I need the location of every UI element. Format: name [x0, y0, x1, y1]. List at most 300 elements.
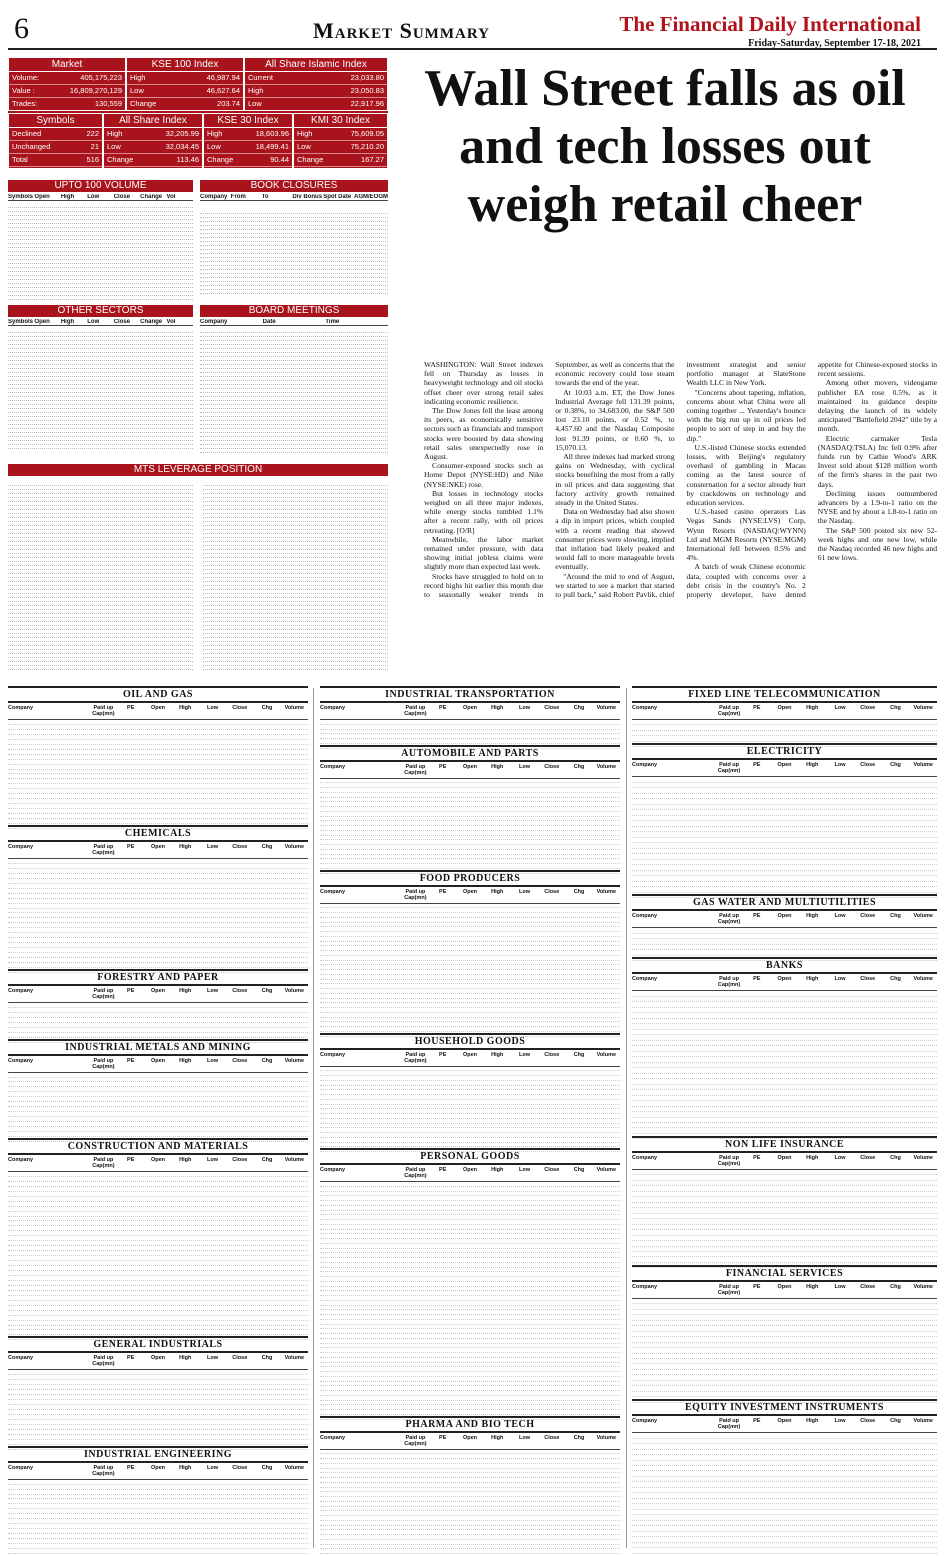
- col-header: Open: [462, 1434, 477, 1441]
- sector-rows: [632, 1299, 937, 1403]
- article-paragraph: Among other movers, videogame publisher EA rose 0.5%, as it maintained its guidance despite delaying the launch of its widely anticipated "Battlefield 2042" title by a month.: [817, 378, 937, 434]
- symbols-label: Total: [12, 155, 28, 164]
- allshare-islamic-label: Current: [248, 73, 274, 82]
- sector-header: [8, 703, 308, 720]
- col-header: Close: [232, 844, 248, 850]
- col-header: Chg: [573, 1167, 585, 1173]
- col-header: Low: [519, 1051, 530, 1058]
- col-header: Volume: [596, 1051, 617, 1058]
- col-header: Low: [207, 1355, 218, 1362]
- kse30-value: 90.44: [270, 155, 289, 164]
- col-header: Company: [632, 1154, 658, 1161]
- col-header: High: [806, 976, 819, 983]
- col-header: Spot Date: [323, 194, 352, 200]
- kse30-label: Low: [207, 142, 221, 151]
- article-body: [424, 360, 937, 685]
- col-header: Company: [320, 1434, 346, 1441]
- col-header: To: [261, 194, 269, 200]
- col-header: High: [179, 1355, 192, 1362]
- allshare-islamic-box: [244, 57, 388, 111]
- sector-title: FORESTRY AND PAPER: [8, 969, 308, 986]
- col-header: PE: [439, 705, 447, 711]
- col-header: Volume: [284, 1464, 305, 1471]
- market-value: 130,559: [94, 99, 122, 108]
- col-header: Company: [320, 763, 346, 770]
- sector-table: [632, 957, 937, 1139]
- col-header: Low: [87, 319, 100, 325]
- col-header: From: [230, 194, 246, 200]
- col-header: Close: [232, 1464, 248, 1471]
- kmi30-value: 167.27: [361, 155, 384, 164]
- col-header: High: [179, 705, 192, 711]
- col-header: High: [806, 913, 819, 920]
- col-header: Paid up Cap(mn): [717, 1154, 741, 1167]
- allshare-value: 113.46: [176, 155, 199, 164]
- market-value: 405,175,223: [80, 73, 122, 82]
- upto100-header: [8, 194, 193, 201]
- col-header: Low: [87, 194, 100, 200]
- col-header: Close: [860, 1154, 876, 1161]
- sector-rows: [8, 1172, 308, 1340]
- col-header: Open: [462, 888, 477, 895]
- sector-title: NON LIFE INSURANCE: [632, 1136, 937, 1153]
- table-row: [203, 666, 388, 670]
- sector-table: [632, 686, 937, 747]
- kse100-label: High: [130, 73, 146, 82]
- col-header: Chg: [890, 1154, 901, 1161]
- col-header: Close: [860, 1283, 876, 1290]
- article-paragraph: Declining issues outnumbered advancers by a 1.9-to-1 ratio on the NYSE and by about a 1.8-to-1 ratio on the Nasdaq.: [817, 488, 937, 526]
- col-header: Paid up Cap(mn): [717, 1418, 741, 1431]
- col-header: Low: [834, 1283, 846, 1290]
- article-paragraph: A batch of weak Chinese economic data, coupled with concerns over a debt crisis in the country's No. 2 property developer, have dented appetite for Chinese-exposed stocks in recent sessions.: [686, 360, 937, 600]
- sector-table: [8, 1336, 308, 1449]
- col-header: Close: [544, 888, 560, 895]
- col-header: Paid up Cap(mn): [404, 705, 427, 717]
- col-header: Volume: [913, 1154, 933, 1161]
- sector-header: [632, 703, 937, 720]
- allshare-value: 32,034.45: [165, 142, 199, 151]
- col-header: Company: [632, 1283, 658, 1290]
- col-header: Close: [860, 762, 876, 769]
- symbols-value: 516: [86, 155, 99, 164]
- col-header: Close: [860, 705, 876, 711]
- col-header: Company: [200, 194, 228, 200]
- sector-rows: [8, 1003, 308, 1043]
- article-paragraph: The S&P 500 posted six new 52-week highs and one new low, while the Nasdaq recorded 46 new highs and 61 new lows.: [817, 525, 937, 563]
- sector-header: [8, 1353, 308, 1370]
- col-header: Volume: [284, 705, 305, 711]
- market-label: Trades:: [12, 99, 38, 108]
- masthead: [8, 8, 937, 50]
- sector-title: INDUSTRIAL ENGINEERING: [8, 1446, 308, 1463]
- sector-header: [632, 760, 937, 777]
- col-header: Date: [262, 319, 276, 325]
- col-header: Chg: [890, 1418, 901, 1425]
- col-header: PE: [753, 1418, 761, 1425]
- allshare-islamic-value: 22,917.96: [350, 99, 384, 108]
- col-header: Chg: [261, 1057, 273, 1064]
- symbols-box: [8, 113, 103, 169]
- col-header: High: [806, 1283, 819, 1290]
- allshare-islamic-label: High: [248, 86, 264, 95]
- sector-header: [320, 1433, 620, 1450]
- article-paragraph: Electric carmaker Tesla (NASDAQ:TSLA) Inc fell 0.9% after funds run by Cathie Wood's ARK Invest sold about $128 million worth of the firm's shares in the past two days.: [817, 433, 937, 489]
- col-header: Close: [232, 705, 248, 711]
- col-header: Low: [834, 913, 846, 920]
- other-sectors-table: [8, 319, 193, 459]
- sector-rows: [320, 1182, 620, 1420]
- table-row: [8, 445, 193, 449]
- table-row: [200, 290, 388, 294]
- col-header: Chg: [261, 844, 273, 850]
- col-header: Open: [462, 1051, 477, 1058]
- col-header: High: [491, 1051, 504, 1058]
- upto100-title: UPTO 100 VOLUME: [8, 180, 193, 192]
- col-header: Close: [860, 976, 876, 983]
- kmi30-label: Low: [297, 142, 311, 151]
- sector-table: [320, 686, 620, 749]
- col-header: Volume: [596, 763, 617, 770]
- sector-title: CHEMICALS: [8, 825, 308, 842]
- sector-table: [632, 1136, 937, 1269]
- sector-header: [632, 1153, 937, 1170]
- col-header: Chg: [890, 762, 901, 769]
- col-header: Open: [150, 844, 165, 850]
- sector-table: [632, 1399, 937, 1554]
- col-header: Volume: [596, 1167, 617, 1173]
- headline: Wall Street falls as oil and tech losses out weigh retail cheer: [424, 60, 906, 233]
- allshare-islamic-value: 23,033.80: [350, 73, 384, 82]
- sector-title: CONSTRUCTION AND MATERIALS: [8, 1138, 308, 1155]
- col-header: Chg: [573, 888, 585, 895]
- sector-title: AUTOMOBILE AND PARTS: [320, 745, 620, 762]
- col-header: Company: [8, 844, 34, 850]
- sector-rows: [632, 928, 937, 961]
- col-header: Volume: [284, 1057, 305, 1064]
- col-header: Symbols: [8, 194, 34, 200]
- col-header: PE: [439, 888, 447, 895]
- paper-date: Friday-Saturday, September 17-18, 2021: [748, 38, 921, 49]
- upto100-table: [8, 194, 193, 304]
- kse30-value: 18,499.41: [255, 142, 289, 151]
- col-header: Chg: [890, 1283, 901, 1290]
- sector-header: [632, 1282, 937, 1299]
- board-meetings-header: [200, 319, 388, 326]
- col-header: Volume: [913, 762, 933, 769]
- upto100-rows: [8, 204, 193, 300]
- col-header: Chg: [573, 763, 585, 770]
- sector-header: [8, 1463, 308, 1480]
- col-header: Low: [207, 844, 218, 850]
- kmi30-value: 75,609.05: [350, 129, 384, 138]
- col-header: Paid up Cap(mn): [717, 913, 741, 926]
- allshare-label: Change: [107, 155, 134, 164]
- sector-title: FIXED LINE TELECOMMUNICATION: [632, 686, 937, 703]
- col-header: Paid up Cap(mn): [404, 1434, 427, 1447]
- col-header: Chg: [890, 913, 901, 920]
- market-label: Value :: [12, 86, 35, 95]
- sector-title: OIL AND GAS: [8, 686, 308, 703]
- col-header: Close: [232, 987, 248, 994]
- col-header: Low: [519, 888, 530, 895]
- col-header: Paid up Cap(mn): [717, 976, 741, 989]
- col-header: High: [806, 705, 819, 711]
- mts-title: MTS LEVERAGE POSITION: [8, 464, 388, 476]
- sector-header: [320, 1050, 620, 1067]
- col-header: Paid up Cap(mn): [404, 1167, 427, 1179]
- table-row: [8, 296, 193, 300]
- col-header: Paid up Cap(mn): [92, 1057, 115, 1070]
- col-header: Low: [834, 762, 846, 769]
- sector-title: EQUITY INVESTMENT INSTRUMENTS: [632, 1399, 937, 1416]
- sector-header: [632, 911, 937, 928]
- other-sectors-header: [8, 319, 193, 326]
- sector-rows: [8, 1073, 308, 1142]
- kse100-title: KSE 100 Index: [127, 58, 243, 72]
- book-closures-title: BOOK CLOSURES: [200, 180, 388, 192]
- col-header: Open: [462, 705, 477, 711]
- kse100-value: 46,627.64: [206, 86, 240, 95]
- sector-title: BANKS: [632, 957, 937, 974]
- col-header: Open: [777, 1418, 792, 1425]
- article-paragraph: Meanwhile, the labor market remained under pressure, with data showing initial jobless claims were slightly more than expected last week.: [424, 534, 544, 572]
- col-header: Company: [320, 888, 346, 895]
- col-header: Low: [207, 1156, 218, 1163]
- col-header: PE: [439, 763, 447, 770]
- col-header: Close: [232, 1057, 248, 1064]
- col-header: Close: [232, 1156, 248, 1163]
- book-closures-rows: [200, 210, 388, 294]
- column-divider: [313, 688, 314, 1548]
- col-header: AGM/EOGM: [353, 194, 388, 200]
- article-paragraph: Stocks have struggled to hold on to record highs hit earlier this month due to seasonally weaker trends in September, as well as concerns that the economic recovery could lose steam towards the end of the year.: [424, 360, 675, 600]
- sector-table: [632, 894, 937, 961]
- col-header: Company: [8, 705, 34, 711]
- kse100-label: Low: [130, 86, 144, 95]
- sector-table: [632, 1265, 937, 1403]
- col-header: Open: [150, 1355, 165, 1362]
- book-closures-header: [200, 194, 388, 201]
- col-header: Low: [207, 705, 218, 711]
- board-meetings-rows: [200, 329, 388, 453]
- board-meetings-table: [200, 319, 388, 459]
- col-header: Close: [544, 705, 560, 711]
- col-header: Volume: [284, 1156, 305, 1163]
- col-header: Low: [207, 987, 218, 994]
- sector-table: [8, 1039, 308, 1142]
- col-header: Open: [150, 987, 165, 994]
- col-header: Close: [544, 1167, 560, 1173]
- col-header: High: [491, 888, 504, 895]
- kse100-label: Change: [130, 99, 157, 108]
- col-header: High: [491, 705, 504, 711]
- col-header: Chg: [573, 705, 585, 711]
- col-header: Open: [150, 1156, 165, 1163]
- sector-title: ELECTRICITY: [632, 743, 937, 760]
- col-header: PE: [753, 913, 761, 920]
- col-header: Volume: [284, 987, 305, 994]
- col-header: High: [491, 763, 504, 770]
- kse100-value: 203.74: [217, 99, 240, 108]
- sector-table: [8, 686, 308, 829]
- sector-table: [8, 1446, 308, 1554]
- mts-rows-right: [203, 482, 388, 670]
- article-paragraph: "Around the mid to end of August, we started to see a market that started to pull back," said Robert Pavlik, chief investment strategist and senior portfolio manager at SlateStone Wealth LLC in New York.: [555, 360, 806, 600]
- allshare-islamic-title: All Share Islamic Index: [245, 58, 387, 72]
- col-header: Open: [462, 1167, 477, 1173]
- sector-rows: [320, 779, 620, 874]
- sector-rows: [320, 1450, 620, 1555]
- sector-table: [8, 825, 308, 973]
- col-header: Open: [34, 319, 50, 325]
- article-paragraph: The Dow Jones fell the least among its peers, as economically sensitive sectors such as financials and transport stocks were boosted by data showing retail sales unexpectedly rose in August.: [424, 406, 544, 462]
- col-header: Volume: [596, 888, 617, 895]
- col-header: Company: [632, 976, 658, 983]
- col-header: Volume: [284, 1355, 305, 1362]
- col-header: Company: [200, 319, 228, 325]
- col-header: Low: [519, 1434, 530, 1441]
- article-paragraph: All three indexes had marked strong gains on Wednesday, with cyclical stocks benefiting the most from a rally in oil prices and data suggesting that factory activity growth remained steady in the United States.: [555, 452, 675, 508]
- col-header: Open: [462, 763, 477, 770]
- table-row: [632, 1548, 937, 1553]
- sector-rows: [632, 1170, 937, 1269]
- table-row: [320, 1549, 620, 1554]
- col-header: Low: [207, 1057, 218, 1064]
- col-header: PE: [127, 1355, 135, 1362]
- col-header: Vol: [166, 319, 176, 325]
- kmi30-label: Change: [297, 155, 324, 164]
- sector-header: [632, 1416, 937, 1433]
- col-header: Low: [834, 976, 846, 983]
- symbols-value: 21: [90, 142, 99, 151]
- col-header: Volume: [913, 1418, 933, 1425]
- col-header: Paid up Cap(mn): [92, 1355, 115, 1368]
- kse30-box: [203, 113, 293, 169]
- table-row: [200, 449, 388, 453]
- col-header: PE: [127, 844, 135, 850]
- col-header: PE: [127, 1057, 135, 1064]
- col-header: Company: [632, 913, 658, 920]
- col-header: Company: [320, 1167, 346, 1173]
- col-header: Open: [777, 705, 792, 711]
- col-header: Open: [150, 1464, 165, 1471]
- kmi30-title: KMI 30 Index: [294, 114, 387, 128]
- col-header: Close: [232, 1355, 248, 1362]
- col-header: Company: [8, 1057, 34, 1064]
- kmi30-label: High: [297, 129, 313, 138]
- kse100-value: 46,987.94: [206, 73, 240, 82]
- sector-title: PHARMA AND BIO TECH: [320, 1416, 620, 1433]
- sector-header: [8, 1155, 308, 1172]
- market-summary-block: [8, 57, 388, 169]
- article-paragraph: U.S.-listed Chinese stocks extended losses, with Beijing's regulatory overhaul of gambling in Macau coming as the latest source of consternation for a sector already hurt by crackdowns on technology and education services.: [686, 442, 806, 508]
- sector-header: [320, 703, 620, 720]
- symbols-label: Unchanged: [12, 142, 51, 151]
- col-header: Close: [544, 763, 560, 770]
- article-paragraph: But losses in technology stocks weighed on all three major indexes, while energy stocks tumbled 1.1% after a recent rally, with oil prices retreating. [O/R]: [424, 488, 544, 535]
- mts-table: [8, 478, 388, 676]
- sector-title: HOUSEHOLD GOODS: [320, 1033, 620, 1050]
- sector-title: FOOD PRODUCERS: [320, 870, 620, 887]
- col-header: Volume: [913, 976, 933, 983]
- col-header: Open: [150, 1057, 165, 1064]
- col-header: PE: [753, 705, 761, 711]
- section-title: Market Summary: [313, 18, 490, 43]
- col-header: Volume: [913, 705, 933, 711]
- col-header: PE: [127, 987, 135, 994]
- col-header: Low: [834, 1154, 846, 1161]
- col-header: Chg: [261, 987, 273, 994]
- col-header: Company: [320, 705, 346, 711]
- col-header: Open: [777, 913, 792, 920]
- col-header: Paid up Cap(mn): [92, 844, 115, 856]
- col-header: Chg: [573, 1434, 585, 1441]
- col-header: Company: [8, 987, 34, 994]
- allshare-islamic-value: 23,050.83: [350, 86, 384, 95]
- col-header: Chg: [261, 1355, 273, 1362]
- col-header: Chg: [261, 705, 273, 711]
- sector-header: [8, 1056, 308, 1073]
- col-header: PE: [127, 705, 135, 711]
- col-header: PE: [753, 1283, 761, 1290]
- sector-table: [320, 1148, 620, 1420]
- sector-title: GENERAL INDUSTRIALS: [8, 1336, 308, 1353]
- col-header: Paid up Cap(mn): [92, 705, 115, 717]
- col-header: Paid up Cap(mn): [92, 987, 115, 1000]
- col-header: PE: [753, 976, 761, 983]
- col-header: Open: [777, 1283, 792, 1290]
- kmi30-value: 75,210.20: [350, 142, 384, 151]
- col-header: Paid up Cap(mn): [92, 1156, 115, 1169]
- col-header: Low: [207, 1464, 218, 1471]
- col-header: High: [60, 319, 75, 325]
- col-header: Low: [519, 1167, 530, 1173]
- sector-title: GAS WATER AND MULTIUTILITIES: [632, 894, 937, 911]
- col-header: Paid up Cap(mn): [717, 705, 741, 717]
- col-header: Volume: [913, 913, 933, 920]
- col-header: Vol: [166, 194, 176, 200]
- col-header: Low: [834, 705, 846, 711]
- kse30-label: Change: [207, 155, 234, 164]
- col-header: Open: [777, 1154, 792, 1161]
- col-header: PE: [439, 1051, 447, 1058]
- col-header: Volume: [284, 844, 305, 850]
- market-box-title: Market: [9, 58, 125, 72]
- kse30-value: 18,603.96: [255, 129, 289, 138]
- col-header: Open: [150, 705, 165, 711]
- article-paragraph: Data on Wednesday had also shown a dip in import prices, which coupled with a recent reading that showed consumer prices were slowing, implied that inflation had likely peaked and would fall to more manageable levels eventually.: [555, 507, 675, 572]
- table-row: [8, 1549, 308, 1554]
- col-header: Chg: [261, 1464, 273, 1471]
- col-header: Low: [519, 763, 530, 770]
- paper-name: The Financial Daily International: [619, 12, 921, 36]
- kse100-box: [126, 57, 244, 111]
- other-sectors-rows: [8, 329, 193, 449]
- col-header: High: [806, 1154, 819, 1161]
- column-divider: [626, 688, 627, 1548]
- sector-header: [8, 842, 308, 859]
- col-header: Company: [8, 1355, 34, 1362]
- allshare-value: 32,205.99: [165, 129, 199, 138]
- symbols-value: 222: [86, 129, 99, 138]
- col-header: Chg: [890, 705, 901, 711]
- symbols-label: Declined: [12, 129, 42, 138]
- col-header: Low: [519, 705, 530, 711]
- col-header: Div Bonus: [292, 194, 323, 200]
- mts-rows-left: [8, 482, 193, 670]
- col-header: PE: [439, 1434, 447, 1441]
